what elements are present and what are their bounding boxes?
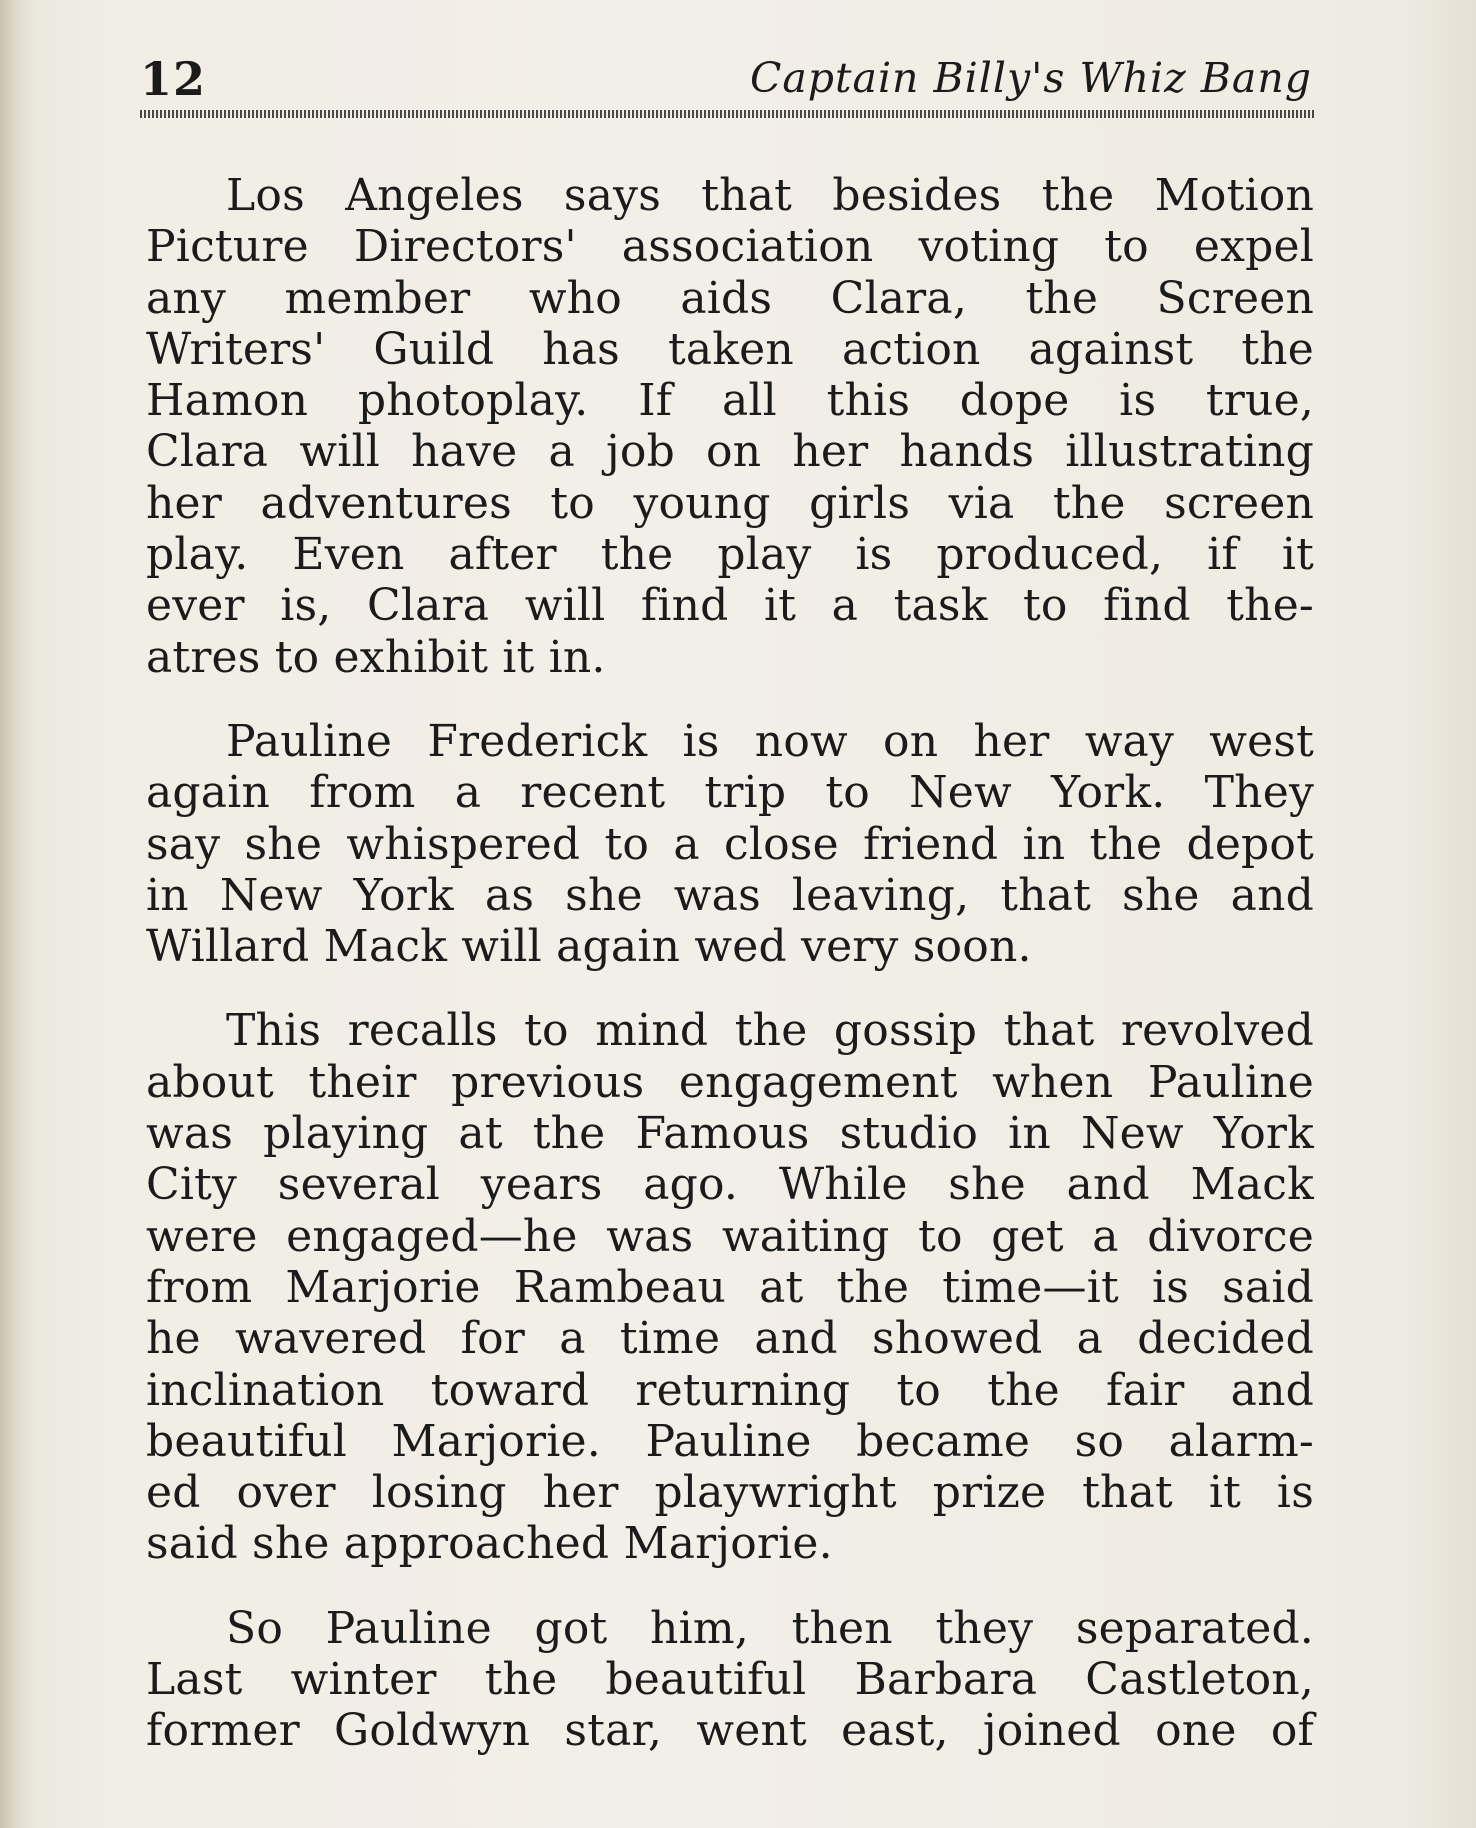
text-line: inclination toward returning to the fair and [146, 1364, 1314, 1416]
page-number: 12 [140, 52, 207, 106]
text-line: again from a recent trip to New York. They [146, 767, 1314, 819]
text-line: Los Angeles says that besides the Motion [226, 170, 1314, 221]
running-title: Captain Billy's Whiz Bang [749, 54, 1312, 102]
text-line: he wavered for a time and showed a decided [146, 1313, 1314, 1365]
text-line: atres to exhibit it in. [146, 631, 606, 683]
text-line: City several years ago. While she and Mack [146, 1159, 1314, 1211]
text-line: Hamon photoplay. If all this dope is true, [146, 375, 1314, 427]
text-line: in New York as she was leaving, that she and [146, 869, 1314, 921]
text-line: about their previous engagement when Pauline [146, 1056, 1314, 1108]
text-line: This recalls to mind the gossip that revolved [226, 1005, 1314, 1057]
text-line: Writers' Guild has taken action against the [146, 323, 1314, 375]
page-binding-edge [0, 0, 28, 1828]
text-line: Picture Directors' association voting to expel [146, 221, 1314, 273]
text-line: her adventures to young girls via the screen [146, 477, 1314, 529]
paragraph-2 [146, 716, 1314, 972]
article-body [146, 170, 1314, 1790]
text-line: former Goldwyn star, went east, joined one of [146, 1705, 1314, 1757]
paragraph-3 [146, 1005, 1314, 1569]
text-line: Pauline Frederick is now on her way west [226, 715, 1314, 767]
text-line: from Marjorie Rambeau at the time—it is said [146, 1261, 1314, 1313]
text-line: So Pauline got him, then they separated. [226, 1602, 1314, 1654]
text-line: said she approached Marjorie. [146, 1518, 833, 1570]
text-line: any member who aids Clara, the Screen [146, 272, 1314, 324]
text-line: ever is, Clara will find it a task to find the- [146, 580, 1314, 632]
header-rule [140, 110, 1316, 118]
text-line: were engaged—he was waiting to get a divorce [146, 1210, 1314, 1262]
text-line: beautiful Marjorie. Pauline became so alarm- [146, 1415, 1314, 1467]
text-line: play. Even after the play is produced, if it [146, 529, 1314, 581]
text-line: Last winter the beautiful Barbara Castleton, [146, 1654, 1314, 1706]
text-line: was playing at the Famous studio in New York [146, 1108, 1314, 1160]
page-header [140, 52, 1312, 112]
paragraph-1 [146, 170, 1314, 683]
text-line: ed over losing her playwright prize that it is [146, 1467, 1314, 1519]
paragraph-4 [146, 1603, 1314, 1757]
text-line: Clara will have a job on her hands illustrating [146, 426, 1314, 478]
text-line: Willard Mack will again wed very soon. [146, 921, 1032, 973]
text-line: say she whispered to a close friend in the depot [146, 818, 1314, 870]
